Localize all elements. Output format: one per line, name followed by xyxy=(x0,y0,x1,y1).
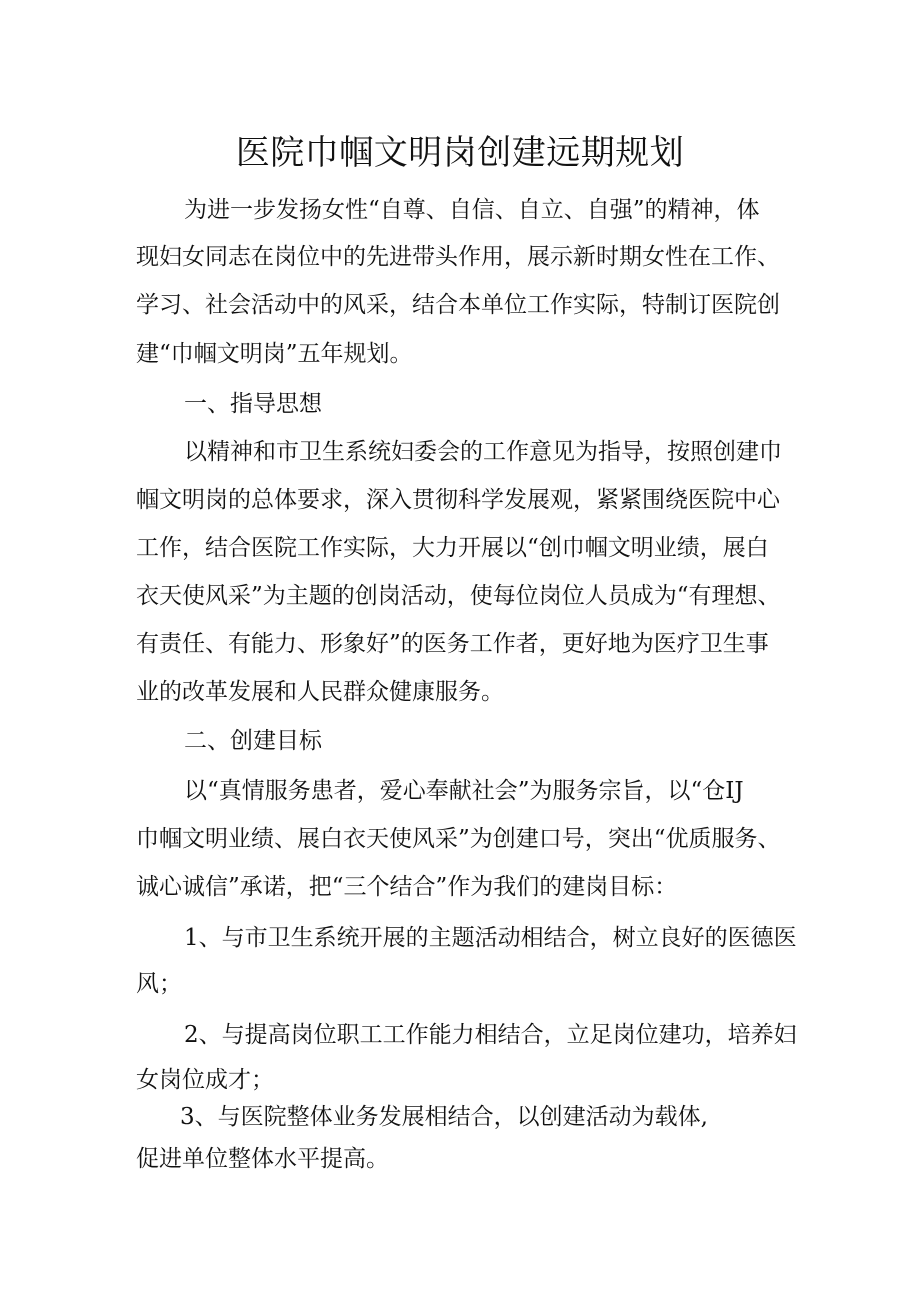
section1-heading: 一、指导思想 xyxy=(184,391,322,417)
section1-line-2: 帼文明岗的总体要求，深入贯彻科学发展观，紧紧围绕医院中心 xyxy=(136,487,780,513)
section2-heading: 二、创建目标 xyxy=(184,728,322,754)
intro-line-1: 为进一步发扬女性“自尊、自信、自立、自强”的精神，体 xyxy=(184,197,760,223)
intro-line-4: 建“巾帼文明岗”五年规划。 xyxy=(136,341,413,367)
section1-line-3: 工作，结合医院工作实际，大力开展以“创巾帼文明业绩，展白 xyxy=(136,535,769,561)
section1-line-1: 以精神和市卫生系统妇委会的工作意见为指导，按照创建巾 xyxy=(184,439,782,465)
section1-line-5: 有责任、有能力、形象好”的医务工作者，更好地为医疗卫生事 xyxy=(136,631,769,657)
goal-item-2-line-2: 女岗位成才； xyxy=(136,1067,274,1093)
goal-item-2-line-1: 2、与提高岗位职工工作能力相结合，立足岗位建功，培养妇 xyxy=(184,1022,797,1048)
document-title: 医院巾帼文明岗创建远期规划 xyxy=(235,133,685,173)
section1-line-4: 衣天使风采”为主题的创岗活动，使每位岗位人员成为“有理想、 xyxy=(136,583,781,609)
section2-line-3: 诚心诚信”承诺，把“三个结合”作为我们的建岗目标： xyxy=(136,874,678,900)
section1-line-6: 业的改革发展和人民群众健康服务。 xyxy=(136,679,504,705)
section2-line-2: 巾帼文明业绩、展白衣天使风采”为创建口号，突出“优质服务、 xyxy=(136,826,781,852)
goal-item-3-line-1: 3、与医院整体业务发展相结合，以创建活动为载体, xyxy=(180,1104,708,1130)
goal-item-3-line-2: 促进单位整体水平提高。 xyxy=(136,1146,389,1172)
intro-line-3: 学习、社会活动中的风采，结合本单位工作实际，特制订医院创 xyxy=(136,292,780,318)
goal-item-1-line-2: 风； xyxy=(136,971,182,997)
goal-item-1-line-1: 1、与市卫生系统开展的主题活动相结合，树立良好的医德医 xyxy=(184,925,797,951)
section2-line-1: 以“真情服务患者，爱心奉献社会”为服务宗旨，以“仓IJ xyxy=(184,778,744,804)
intro-line-2: 现妇女同志在岗位中的先进带头作用，展示新时期女性在工作、 xyxy=(136,244,780,270)
